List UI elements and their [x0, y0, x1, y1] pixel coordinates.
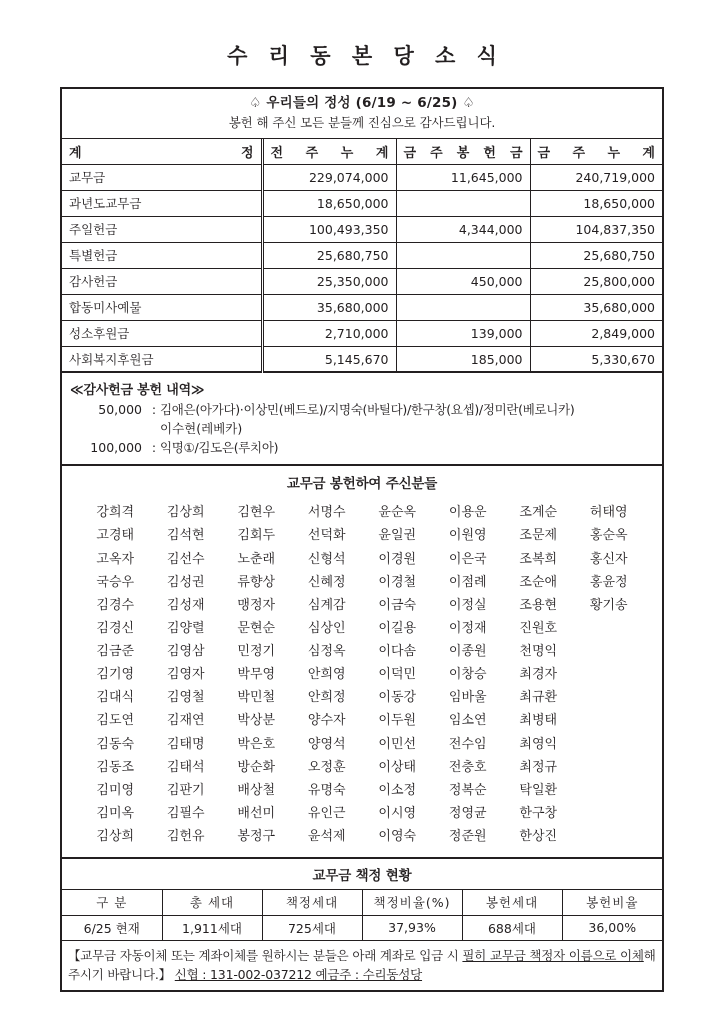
donor-name: 김판기 [166, 782, 205, 798]
donor-name [574, 779, 645, 802]
donor-row [80, 617, 644, 640]
donor-name [574, 802, 645, 825]
header-char: 계 [69, 146, 82, 162]
donor-name [574, 733, 645, 756]
offerings-week-amount: 139,000 [396, 320, 530, 346]
donor-row [80, 594, 644, 617]
thanksgiving-colon: : [151, 402, 157, 418]
donor-name: 봉정구 [237, 829, 276, 845]
donor-name: 고옥자 [96, 551, 135, 567]
donor-name: 이정실 [448, 597, 487, 613]
offerings-prev-total: 35,680,000 [262, 294, 396, 320]
donor-row [80, 686, 644, 709]
donor-name [574, 709, 645, 732]
donor-name: 서명수 [307, 505, 346, 521]
donor-name: 임바울 [448, 690, 487, 706]
donor-name: 김헌유 [166, 829, 205, 845]
donor-name: 천명익 [519, 644, 558, 660]
donor-name: 조용현 [519, 597, 558, 613]
header-char: 주 [430, 146, 443, 162]
offerings-week-amount [396, 294, 530, 320]
thanksgiving-amount: 100,000 [90, 440, 142, 456]
donor-name: 김동숙 [96, 736, 135, 752]
donor-row [80, 709, 644, 732]
donor-name: 김회두 [237, 528, 276, 544]
thanksgiving-entry [70, 438, 654, 457]
offerings-prev-total: 2,710,000 [262, 320, 396, 346]
donor-name: 국승우 [96, 574, 135, 590]
offerings-account-label: 성소후원금 [62, 320, 262, 346]
donor-name: 이원영 [448, 528, 487, 544]
donor-row [80, 733, 644, 756]
thanksgiving-names-continued: 이수현(레베카) [160, 421, 243, 437]
donor-name [574, 663, 645, 686]
status-value-cell: 688세대 [462, 915, 562, 940]
donor-name: 박상분 [237, 713, 276, 729]
donor-name: 전충호 [448, 759, 487, 775]
donor-name: 정영균 [448, 805, 487, 821]
donor-name: 양영석 [307, 736, 346, 752]
donor-row [80, 779, 644, 802]
offerings-account-label: 과년도교무금 [62, 190, 262, 216]
donor-name: 이다솜 [378, 644, 417, 660]
donor-name: 김성재 [166, 597, 205, 613]
header-char: 전 [270, 146, 284, 162]
donor-name: 조문제 [519, 528, 558, 544]
status-header: 교무금 책정 현황 [62, 859, 662, 890]
donor-name: 김미영 [96, 782, 135, 798]
donor-name: 이경철 [378, 574, 417, 590]
donor-name: 허태영 [589, 505, 628, 521]
offerings-row [62, 320, 662, 346]
offerings-col-week [396, 139, 530, 164]
donor-name: 한구창 [519, 805, 558, 821]
donor-row [80, 524, 644, 547]
offerings-new-total: 35,680,000 [530, 294, 662, 320]
donor-row [80, 825, 644, 848]
offerings-new-total: 104,837,350 [530, 216, 662, 242]
offerings-week-amount [396, 242, 530, 268]
donor-name: 이금숙 [378, 597, 417, 613]
donor-name: 신혜정 [307, 574, 346, 590]
offerings-account-label: 감사헌금 [62, 268, 262, 294]
donor-name: 김경신 [96, 620, 135, 636]
donor-name [574, 686, 645, 709]
offerings-row [62, 346, 662, 372]
donor-name: 박무영 [237, 667, 276, 683]
donor-name: 이동강 [378, 690, 417, 706]
donor-name: 최영익 [519, 736, 558, 752]
donor-name [574, 617, 645, 640]
donor-name: 김도연 [96, 713, 135, 729]
offerings-new-total: 5,330,670 [530, 346, 662, 372]
donor-row [80, 756, 644, 779]
status-column-header: 책정세대 [262, 890, 362, 915]
donor-name: 정복순 [448, 782, 487, 798]
donor-name: 고경태 [96, 528, 135, 544]
donor-name: 심상인 [307, 620, 346, 636]
donor-name: 최병태 [519, 713, 558, 729]
donor-name: 이정재 [448, 620, 487, 636]
notice-part3: 해 주시기 바랍니다.】 [68, 947, 656, 983]
header-char: 금 [509, 146, 523, 162]
offerings-week-amount: 11,645,000 [396, 164, 530, 190]
donor-name: 노춘래 [237, 551, 276, 567]
donor-name [574, 640, 645, 663]
donor-name: 김대식 [96, 690, 135, 706]
donor-name: 이시영 [378, 805, 417, 821]
donor-name: 진원호 [519, 620, 558, 636]
notice-part1: 【교무금 자동이체 또는 계좌이체를 원하시는 분들은 아래 계좌로 입금 시 [68, 947, 463, 963]
donors-grid [62, 497, 662, 859]
donor-name: 이소정 [378, 782, 417, 798]
status-header-row [62, 890, 662, 915]
offerings-week-amount: 4,344,000 [396, 216, 530, 242]
status-value-row [62, 915, 662, 940]
status-value-cell: 37,93% [362, 915, 462, 940]
status-column-header: 책정비율(%) [362, 890, 462, 915]
header-char: 헌 [483, 146, 496, 162]
donor-name: 김양렬 [166, 620, 205, 636]
donor-row [80, 548, 644, 571]
bank-account-info: 신협 : 131-002-037212 예금주 : 수리동성당 [174, 967, 423, 983]
donor-name: 홍순옥 [589, 528, 628, 544]
page-title: 수 리 동 본 당 소 식 [227, 44, 504, 68]
donor-name: 김기영 [96, 667, 135, 683]
offerings-body [62, 164, 662, 372]
donor-name: 이상태 [378, 759, 417, 775]
status-column-header: 봉헌비율 [562, 890, 662, 915]
donor-name: 김재연 [166, 713, 205, 729]
offerings-header-row [62, 139, 662, 164]
offerings-prev-total: 5,145,670 [262, 346, 396, 372]
offerings-week-amount [396, 190, 530, 216]
donor-name [574, 825, 645, 848]
donor-name: 맹정자 [237, 597, 276, 613]
donor-name: 배상철 [237, 782, 276, 798]
donor-name: 이경원 [378, 551, 417, 567]
donor-name: 최규환 [519, 690, 558, 706]
donor-name: 임소연 [448, 713, 487, 729]
offerings-col-new-total [530, 139, 662, 164]
status-column-header: 봉헌세대 [462, 890, 562, 915]
donor-name: 조복희 [519, 551, 558, 567]
offerings-col-prev-total [262, 139, 396, 164]
offerings-prev-total: 25,680,750 [262, 242, 396, 268]
donor-name: 배선미 [237, 805, 276, 821]
donor-name: 이덕민 [378, 667, 417, 683]
header-char: 누 [340, 146, 354, 162]
offerings-row [62, 190, 662, 216]
donor-name: 김선수 [166, 551, 205, 567]
donor-name: 최경자 [519, 667, 558, 683]
offerings-row [62, 242, 662, 268]
header-char: 주 [572, 146, 586, 162]
offerings-prev-total: 229,074,000 [262, 164, 396, 190]
status-value-cell: 36,00% [562, 915, 662, 940]
donor-name: 이용운 [448, 505, 487, 521]
notice-emphasis: 필히 교무금 책정자 이름으로 이체 [462, 947, 644, 963]
donor-name: 황기송 [589, 597, 628, 613]
donor-name: 유인근 [307, 805, 346, 821]
donor-name: 김경수 [96, 597, 135, 613]
offerings-row [62, 268, 662, 294]
donor-name: 김필수 [166, 805, 205, 821]
status-value-cell: 725세대 [262, 915, 362, 940]
offerings-new-total: 25,680,750 [530, 242, 662, 268]
donor-name: 윤석제 [307, 829, 346, 845]
donor-name: 심계감 [307, 597, 346, 613]
donor-name: 김태석 [166, 759, 205, 775]
offerings-new-total: 18,650,000 [530, 190, 662, 216]
donor-name: 류향상 [237, 574, 276, 590]
donor-name: 김영철 [166, 690, 205, 706]
offerings-prev-total: 18,650,000 [262, 190, 396, 216]
thanksgiving-entry [70, 400, 654, 419]
donor-name: 전수임 [448, 736, 487, 752]
offerings-account-label: 사회복지후원금 [62, 346, 262, 372]
donor-name: 김현우 [237, 505, 276, 521]
thanksgiving-detail [62, 373, 662, 466]
status-column-header: 구 분 [62, 890, 162, 915]
offerings-week-amount: 450,000 [396, 268, 530, 294]
donor-name: 심정옥 [307, 644, 346, 660]
offerings-week-amount: 185,000 [396, 346, 530, 372]
offerings-account-label: 주일헌금 [62, 216, 262, 242]
offerings-row [62, 294, 662, 320]
donor-name: 김태명 [166, 736, 205, 752]
donor-name: 이종원 [448, 644, 487, 660]
donor-name: 홍신자 [589, 551, 628, 567]
donor-name: 이민선 [378, 736, 417, 752]
banner-heading: ♤ 우리들의 정성 (6/19 ~ 6/25) ♤ [249, 95, 475, 111]
status-column-header: 총 세대 [162, 890, 262, 915]
donor-row [80, 663, 644, 686]
transfer-notice [62, 941, 662, 991]
offerings-prev-total: 100,493,350 [262, 216, 396, 242]
donor-name: 유명숙 [307, 782, 346, 798]
thanksgiving-names: 익명①/김도은(루치아) [160, 440, 279, 456]
offerings-account-label: 합동미사예물 [62, 294, 262, 320]
offerings-new-total: 25,800,000 [530, 268, 662, 294]
donor-name: 오정훈 [307, 759, 346, 775]
donor-name: 안희정 [307, 690, 346, 706]
header-char: 계 [375, 146, 389, 162]
donor-row [80, 802, 644, 825]
banner-subheading: 봉헌 해 주신 모든 분들께 진심으로 감사드립니다. [228, 114, 496, 130]
donor-name: 이창승 [448, 667, 487, 683]
donor-name: 양수자 [307, 713, 346, 729]
thanksgiving-title: ≪감사헌금 봉헌 내역≫ [70, 383, 205, 399]
donor-name: 정준원 [448, 829, 487, 845]
thanksgiving-names: 김애은(아가다)·이상민(베드로)/지명숙(바틸다)/한구창(요셉)/정미란(베로니카) [160, 402, 575, 418]
header-char: 누 [607, 146, 620, 162]
offerings-prev-total: 25,350,000 [262, 268, 396, 294]
offerings-row [62, 164, 662, 190]
header-char: 계 [642, 146, 655, 162]
offerings-table [62, 139, 662, 373]
donor-name: 민정기 [237, 644, 276, 660]
header-char: 금 [537, 146, 551, 162]
donor-name: 홍윤정 [589, 574, 628, 590]
offerings-new-total: 2,849,000 [530, 320, 662, 346]
donor-name: 이영숙 [378, 829, 417, 845]
header-char: 금 [403, 146, 417, 162]
donor-name: 한상진 [519, 829, 558, 845]
donor-name: 김미옥 [96, 805, 135, 821]
offerings-account-label: 교무금 [62, 164, 262, 190]
bulletin-frame [60, 87, 664, 992]
donor-name: 윤일권 [378, 528, 417, 544]
donor-row [80, 640, 644, 663]
offerings-account-label: 특별헌금 [62, 242, 262, 268]
donor-name: 방순화 [237, 759, 276, 775]
donor-name: 신형석 [307, 551, 346, 567]
header-char: 주 [305, 146, 319, 162]
donor-name: 이길용 [378, 620, 417, 636]
donor-name: 김상희 [96, 829, 135, 845]
header-char: 봉 [456, 146, 470, 162]
status-table [62, 890, 662, 941]
donor-name: 이점례 [448, 574, 487, 590]
offering-banner [62, 89, 662, 139]
donor-name: 선덕화 [307, 528, 346, 544]
donors-header: 교무금 봉헌하여 주신분들 [286, 476, 438, 493]
offerings-new-total: 240,719,000 [530, 164, 662, 190]
donor-name: 김영자 [166, 667, 205, 683]
header-char: 정 [240, 146, 254, 162]
thanksgiving-colon: : [151, 440, 157, 456]
donor-name: 김상희 [166, 505, 205, 521]
status-value-cell: 1,911세대 [162, 915, 262, 940]
donor-name: 김석현 [166, 528, 205, 544]
donor-name: 최정규 [519, 759, 558, 775]
thanksgiving-entries [70, 400, 654, 457]
donor-name [574, 756, 645, 779]
donor-row [80, 571, 644, 594]
donor-name: 김영삼 [166, 644, 205, 660]
offerings-row [62, 216, 662, 242]
donor-name: 이은국 [448, 551, 487, 567]
donor-row [80, 501, 644, 524]
donor-name: 조계순 [519, 505, 558, 521]
thanksgiving-amount: 50,000 [98, 402, 142, 418]
donor-name: 윤순옥 [378, 505, 417, 521]
offerings-col-account [62, 139, 262, 164]
donor-name: 이두원 [378, 713, 417, 729]
status-value-cell: 6/25 현재 [62, 915, 162, 940]
donor-name: 강희격 [96, 505, 135, 521]
donor-name: 탁일환 [519, 782, 558, 798]
donor-name: 안희영 [307, 667, 346, 683]
donor-name: 김동조 [96, 759, 135, 775]
donor-name: 김성권 [166, 574, 205, 590]
donor-name: 박민철 [237, 690, 276, 706]
donor-name: 조순애 [519, 574, 558, 590]
donor-name: 박은호 [237, 736, 276, 752]
donor-name: 김금준 [96, 644, 135, 660]
donor-name: 문현순 [237, 620, 276, 636]
